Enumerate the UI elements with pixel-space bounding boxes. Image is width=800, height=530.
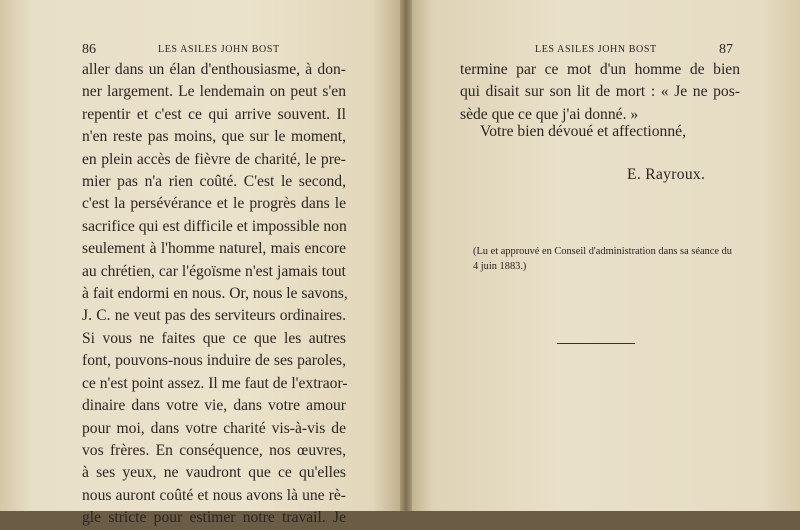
closing-rule: [557, 343, 635, 344]
text-line: nous auront coûté et nous avons là une rè-: [82, 486, 346, 504]
right-page: [405, 0, 800, 511]
approval-note: (Lu et approuvé en Conseil d'administration dans sa séance du 4 juin 1883.): [473, 246, 732, 272]
text-line: qui disait sur son lit de mort : « Je ne pos-: [460, 83, 740, 101]
text-line: à fait endormi en nous. Or, nous le savons,: [82, 285, 348, 303]
left-page-body: [82, 59, 346, 530]
text-line: sède que ce que j'ai donné. »: [460, 105, 639, 123]
text-line: J. C. ne veut pas des serviteurs ordinaires.: [82, 307, 346, 325]
text-line: gle stricte pour estimer notre travail. Je: [82, 509, 346, 527]
text-line: ner largement. Le lendemain on peut s'en: [82, 83, 346, 101]
page-number-left: 86: [82, 42, 96, 57]
text-line: sacrifice qui est difficile et impossible non: [82, 217, 347, 235]
text-line: aller dans un élan d'enthousiasme, à don-: [82, 61, 346, 78]
text-line: au chrétien, car l'égoïsme n'est jamais tout: [82, 262, 346, 280]
right-page-body: [460, 59, 740, 126]
text-line: repentir et c'est ce qui arrive souvent. Il: [82, 105, 346, 123]
text-line: pour moi, dans votre charité vis-à-vis de: [82, 419, 346, 437]
text-line: mier pas n'a rien coûté. C'est le second,: [82, 173, 346, 191]
text-line: termine par ce mot d'un homme de bien: [460, 61, 740, 78]
text-line: à ses yeux, ne vaudront que ce qu'elles: [82, 464, 346, 482]
text-line: vos frères. En conséquence, nos œuvres,: [82, 441, 346, 459]
book-gutter: [400, 0, 412, 511]
text-line: c'est la persévérance et le progrès dans le: [82, 195, 346, 213]
text-line: seulement à l'homme naturel, mais encore: [82, 240, 346, 258]
letter-closing: Votre bien dévoué et affectionné,: [480, 123, 686, 140]
text-line: dinaire dans votre vie, dans votre amour: [82, 397, 346, 415]
running-head-right: LES ASILES JOHN BOST: [535, 44, 657, 55]
signature: E. Rayroux.: [627, 166, 706, 183]
text-line: en plein accès de fièvre de charité, le pre-: [82, 150, 346, 168]
text-line: ce n'est point assez. Il me faut de l'extraor-: [82, 374, 348, 392]
text-line: font, pouvons-nous induire de ses paroles,: [82, 352, 346, 370]
page-number-right: 87: [719, 42, 733, 57]
running-head-left: LES ASILES JOHN BOST: [158, 44, 280, 55]
text-line: Si vous ne faites que ce que les autres: [82, 329, 346, 347]
text-line: n'en reste pas moins, que sur le moment,: [82, 128, 346, 146]
